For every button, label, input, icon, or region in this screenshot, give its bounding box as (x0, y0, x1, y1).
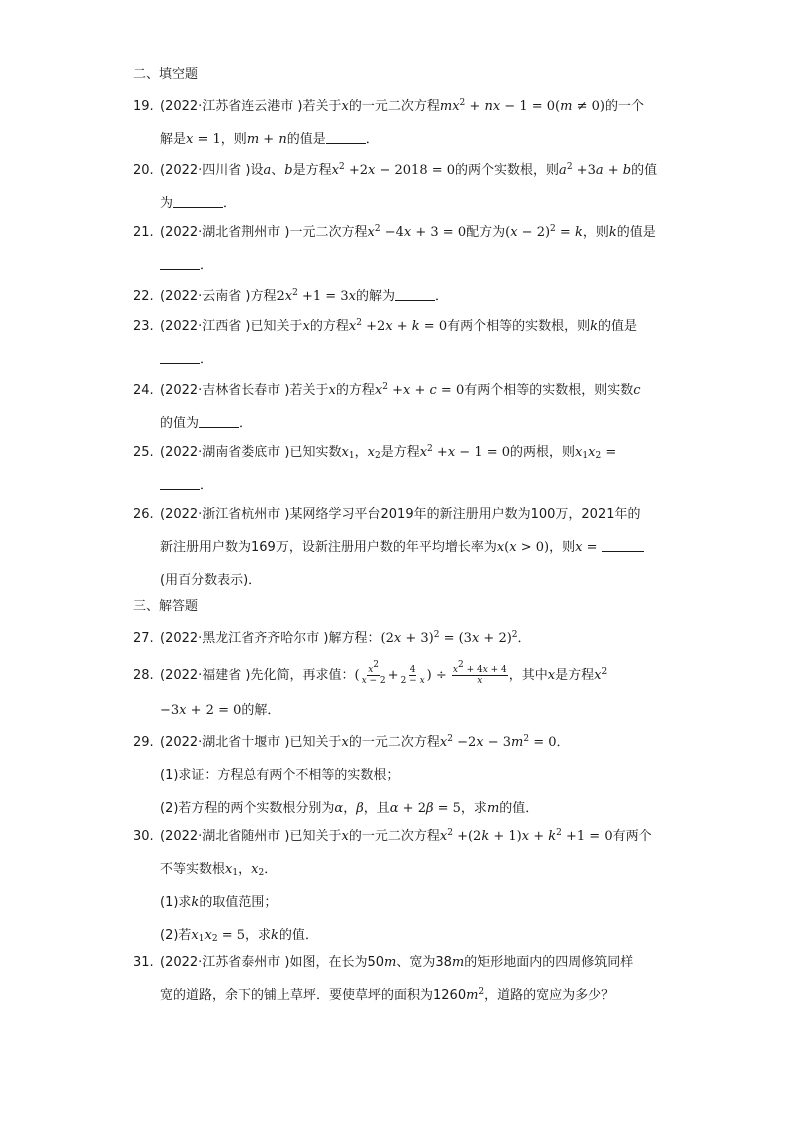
question-source: (2022·浙江省杭州市 ) (160, 507, 290, 522)
question-source: (2022·湖南省娄底市 ) (160, 445, 290, 460)
question-source: (2022·黑龙江省齐齐哈尔市 ) (160, 631, 329, 646)
section-heading-solve: 三、解答题 (133, 599, 199, 614)
question-source: (2022·湖北省荆州市 ) (160, 225, 290, 240)
fraction: $\frac{4}{2 - x}$ (400, 665, 425, 686)
question-source: (2022·江西省 ) (160, 319, 251, 334)
question-source: (2022·云南省 ) (160, 289, 251, 304)
question-21: 21. (2022·湖北省荆州市 )一元二次方程$x^2 -4x + 3 = 0$配方为$(x - 2)^2 = k$，则k的值是 ． (133, 224, 656, 273)
question-31: 31. (2022·江苏省泰州市 )如图，在长为50m、宽为38m的矩形地面内的四周修筑同样 宽的道路，余下的铺上草坪．要使草坪的面积为$1260m^2$，道路的宽应为多少？ (133, 955, 634, 1003)
question-28: 28. (2022·福建省 )先化简，再求值：( $\frac{x^2}{x - 2}$ + $\frac{4}{2 - x}$ ) ÷ $\frac{x^2 + 4x + 4}{x}$ ，其中x是方程$x^2$ −3x + 2 = 0的解． (133, 660, 608, 718)
sub-question: (2)若$x_1x_2 = 5$，求k的值． (160, 928, 318, 944)
question-19: 19. (2022·江苏省连云港市 )若关于x的一元二次方程$mx^2$ + nx − 1 = 0(m ≠ 0)的一个 解是x = 1，则m + n的值是 ． (133, 98, 644, 147)
question-source: (2022·江苏省连云港市 ) (160, 99, 303, 114)
answer-blank[interactable] (160, 256, 200, 270)
fraction: $\frac{x^2 + 4x + 4}{x}$ (452, 660, 507, 686)
answer-blank[interactable] (395, 287, 435, 301)
sub-question: (1)求k的取值范围； (160, 895, 278, 910)
question-30: 30. (2022·湖北省随州市 )已知关于x的一元二次方程$x^2 +(2k + 1)x + k^2 +1 = 0$有两个 不等实数根$x_1$，$x_2$． (1)求k的取值范围； (2)若$x_1x_2 = 5$，求k的值． (133, 827, 673, 946)
answer-blank[interactable] (160, 476, 200, 490)
sub-question: (1)求证：方程总有两个不相等的实数根； (160, 768, 400, 783)
question-24: 24. (2022·吉林省长春市 )若关于x的方程$x^2 +x + c = 0$有两个相等的实数根，则实数c 的值为 ． (133, 382, 641, 431)
question-source: (2022·四川省 ) (160, 163, 251, 178)
question-source: (2022·福建省 ) (160, 668, 251, 683)
answer-blank[interactable] (199, 414, 239, 428)
answer-blank[interactable] (326, 130, 366, 144)
question-25: 25. (2022·湖南省娄底市 )已知实数$x_1$，$x_2$是方程$x^2 +x - 1 = 0$的两根，则$x_1x_2$ = ． (133, 444, 617, 493)
section-heading-fill: 二、填空题 (133, 67, 199, 82)
question-source: (2022·吉林省长春市 ) (160, 383, 290, 398)
question-23: 23. (2022·江西省 )已知关于x的方程$x^2 +2x + k = 0$有两个相等的实数根，则k的值是 ． (133, 318, 638, 367)
fraction: $\frac{x^2}{x - 2}$ (361, 660, 386, 686)
question-number: 19. (133, 99, 154, 114)
question-26: 26. (2022·浙江省杭州市 )某网络学习平台2019年的新注册用户数为100万，2021年的 新注册用户数为169万，设新注册用户数的年平均增长率为x(x > 0)，则x = (用百分数表示)． (133, 505, 673, 591)
question-source: (2022·江苏省泰州市 ) (160, 955, 290, 970)
question-29: 29. (2022·湖北省十堰市 )已知关于x的一元二次方程$x^2 -2x - 3m^2 = 0$． (1)求证：方程总有两个不相等的实数根； (2)若方程的两个实数根分别为α，β，且α + 2β = 5，求m的值． (133, 733, 673, 819)
sub-question: (2)若方程的两个实数根分别为α，β，且α + 2β = 5，求m的值． (160, 801, 539, 816)
answer-blank[interactable] (160, 350, 200, 364)
question-source: (2022·湖北省随州市 ) (160, 829, 290, 844)
question-source: (2022·湖北省十堰市 ) (160, 735, 290, 750)
question-20: 20. (2022·四川省 )设a、b是方程$x^2 +2x - 2018 = 0$的两个实数根，则$a^2 +3a + b$的值 为 ． (133, 162, 658, 211)
question-22: 22. (2022·云南省 )方程$2x^2 +1 = 3x$的解为 ． (133, 288, 448, 304)
question-27: 27. (2022·黑龙江省齐齐哈尔市 )解方程：$(2x + 3)^2 = (3x + 2)^2$． (133, 630, 531, 646)
answer-blank[interactable] (602, 538, 644, 552)
answer-blank[interactable] (173, 194, 223, 208)
